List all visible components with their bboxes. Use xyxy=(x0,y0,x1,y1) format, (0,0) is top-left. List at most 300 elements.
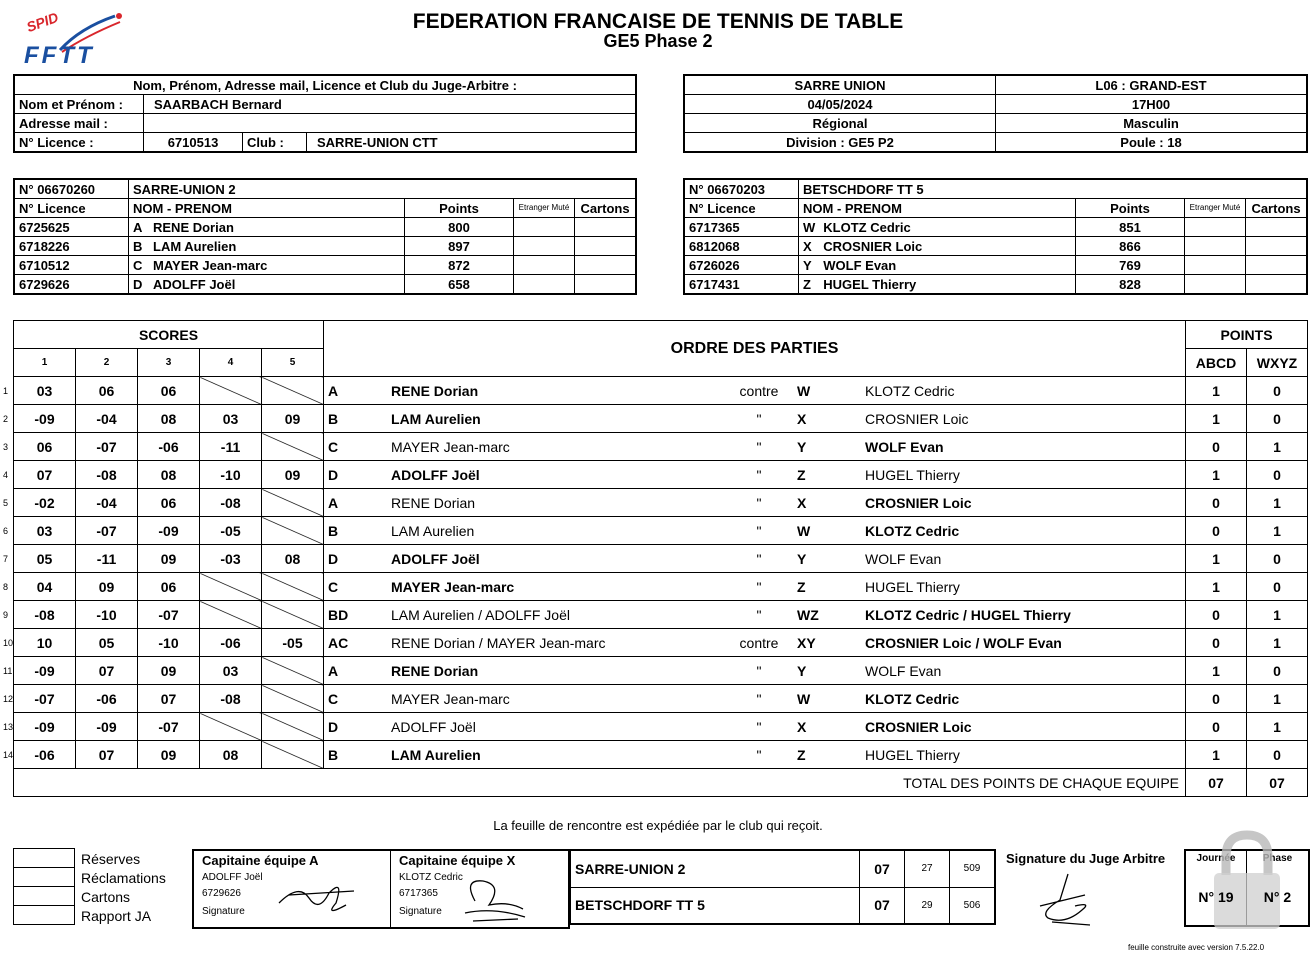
set-score: -07 xyxy=(14,685,76,713)
match-info-table xyxy=(683,74,1308,153)
letters-x: W xyxy=(793,517,861,545)
player-foreign xyxy=(1185,218,1246,237)
set-score: -02 xyxy=(14,489,76,517)
player-letter: D xyxy=(129,275,150,295)
result-x: 0 xyxy=(1247,461,1308,489)
referee-club-label: Club : xyxy=(243,133,307,153)
versus: " xyxy=(725,461,793,489)
scores-header: SCORES xyxy=(14,321,324,349)
set-score: 08 xyxy=(138,461,200,489)
player-a: ADOLFF Joël xyxy=(387,713,725,741)
captain-x-name: KLOTZ Cedric xyxy=(399,872,463,883)
player-foreign xyxy=(514,237,575,256)
result-a: 1 xyxy=(1186,461,1247,489)
result-team-a: SARRE-UNION 2 xyxy=(570,850,860,887)
logo-top-text: SPID xyxy=(24,8,61,36)
set-score xyxy=(262,517,324,545)
captain-a-signature-label: Signature xyxy=(202,906,245,917)
player-x: CROSNIER Loic xyxy=(861,405,1185,433)
result-balls-a: 509 xyxy=(950,850,996,887)
game-number: 4 xyxy=(3,469,9,480)
player-a: LAM Aurelien xyxy=(387,741,725,769)
roster-name-header: NOM - PRENOM xyxy=(799,199,1076,218)
letters-a: B xyxy=(324,741,388,769)
letters-a: C xyxy=(324,685,388,713)
letters-x: WZ xyxy=(793,601,861,629)
set-score: -07 xyxy=(76,517,138,545)
player-name: CROSNIER Loic xyxy=(819,237,1075,256)
match-venue: SARRE UNION xyxy=(684,75,996,95)
player-licence: 6718226 xyxy=(14,237,129,256)
referee-heading: Nom, Prénom, Adresse mail, Licence et Club du Juge-Arbitre : xyxy=(14,75,636,95)
letters-x: X xyxy=(793,405,861,433)
set-header: 3 xyxy=(138,349,200,377)
set-score: -10 xyxy=(200,461,262,489)
set-score: -10 xyxy=(76,601,138,629)
player-x: CROSNIER Loic xyxy=(861,489,1185,517)
set-score xyxy=(262,573,324,601)
roster-licence-header: N° Licence xyxy=(684,199,799,218)
game-number: 7 xyxy=(3,553,9,564)
game-row xyxy=(3,377,1308,405)
result-a: 0 xyxy=(1186,629,1247,657)
versus: " xyxy=(725,573,793,601)
set-score xyxy=(200,573,262,601)
player-name: KLOTZ Cedric xyxy=(819,218,1075,237)
set-score: -08 xyxy=(14,601,76,629)
result-team-x: BETSCHDORF TT 5 xyxy=(570,887,860,924)
game-row xyxy=(3,489,1308,517)
game-number: 13 xyxy=(3,721,14,732)
versus: " xyxy=(725,545,793,573)
versus: contre xyxy=(725,377,793,405)
versus: " xyxy=(725,713,793,741)
set-score xyxy=(262,741,324,769)
set-score: 05 xyxy=(14,545,76,573)
player-x: WOLF Evan xyxy=(861,545,1185,573)
set-header: 1 xyxy=(14,349,76,377)
player-name: HUGEL Thierry xyxy=(819,275,1075,295)
player-x: KLOTZ Cedric xyxy=(861,377,1185,405)
result-a: 0 xyxy=(1186,713,1247,741)
result-points-x: 07 xyxy=(860,887,905,924)
roster-foreign-header: Etranger Muté xyxy=(514,199,575,218)
letters-x: Z xyxy=(793,461,861,489)
roster-row xyxy=(684,218,1307,237)
referee-email xyxy=(144,114,637,133)
player-name: MAYER Jean-marc xyxy=(149,256,405,275)
player-a: MAYER Jean-marc xyxy=(387,685,725,713)
game-number: 8 xyxy=(3,581,9,592)
set-score: -04 xyxy=(76,405,138,433)
set-score: 09 xyxy=(262,405,324,433)
game-number: 6 xyxy=(3,525,9,536)
total-x: 07 xyxy=(1247,769,1308,797)
game-number: 12 xyxy=(3,693,14,704)
result-balls-x: 506 xyxy=(950,887,996,924)
letters-x: X xyxy=(793,713,861,741)
player-a: RENE Dorian xyxy=(387,657,725,685)
game-row xyxy=(3,685,1308,713)
set-score: 06 xyxy=(138,489,200,517)
team-x-name: BETSCHDORF TT 5 xyxy=(799,179,1308,199)
wxyz-header: WXYZ xyxy=(1247,349,1308,377)
player-points: 828 xyxy=(1076,275,1185,295)
letters-x: Y xyxy=(793,545,861,573)
set-score xyxy=(200,377,262,405)
player-a: ADOLFF Joël xyxy=(387,545,725,573)
roster-row xyxy=(684,275,1307,295)
set-score: 07 xyxy=(14,461,76,489)
game-row xyxy=(3,741,1308,769)
day-value: N° 19 xyxy=(1198,889,1234,905)
letters-x: Z xyxy=(793,573,861,601)
phase-label: Phase xyxy=(1262,853,1293,864)
set-score: 10 xyxy=(14,629,76,657)
set-score: -08 xyxy=(76,461,138,489)
player-points: 851 xyxy=(1076,218,1185,237)
set-score xyxy=(262,685,324,713)
player-letter: Z xyxy=(799,275,820,295)
match-time: 17H00 xyxy=(996,95,1308,114)
game-number: 5 xyxy=(3,497,9,508)
result-x: 1 xyxy=(1247,629,1308,657)
match-gender: Masculin xyxy=(996,114,1308,133)
captain-x-box xyxy=(391,850,570,928)
result-x: 1 xyxy=(1247,517,1308,545)
roster-row xyxy=(14,218,636,237)
result-x: 0 xyxy=(1247,405,1308,433)
check-label: Réserves xyxy=(81,850,141,867)
captain-a-label: Capitaine équipe A xyxy=(202,853,319,868)
roster-cards-header: Cartons xyxy=(1246,199,1308,218)
result-x: 0 xyxy=(1247,573,1308,601)
set-score xyxy=(262,377,324,405)
captains-table xyxy=(192,849,570,929)
referee-licence: 6710513 xyxy=(144,133,243,153)
set-score: 03 xyxy=(14,377,76,405)
letters-a: B xyxy=(324,517,388,545)
letters-a: D xyxy=(324,713,388,741)
player-cards xyxy=(575,256,637,275)
player-a: RENE Dorian / MAYER Jean-marc xyxy=(387,629,725,657)
game-number: 1 xyxy=(3,385,9,396)
set-score: -08 xyxy=(200,685,262,713)
letters-a: BD xyxy=(324,601,388,629)
referee-table xyxy=(13,74,637,153)
result-a: 0 xyxy=(1186,685,1247,713)
check-label: Réclamations xyxy=(81,869,166,886)
set-score: 03 xyxy=(200,657,262,685)
player-x: CROSNIER Loic / WOLF Evan xyxy=(861,629,1185,657)
set-score: 09 xyxy=(138,741,200,769)
set-score: -07 xyxy=(138,713,200,741)
set-score xyxy=(200,713,262,741)
set-score: -05 xyxy=(262,629,324,657)
day-phase-box xyxy=(1184,849,1310,927)
set-score: 04 xyxy=(14,573,76,601)
player-cards xyxy=(575,218,637,237)
player-letter: X xyxy=(799,237,820,256)
player-licence: 6726026 xyxy=(684,256,799,275)
roster-points-header: Points xyxy=(1076,199,1185,218)
player-foreign xyxy=(1185,237,1246,256)
versus: " xyxy=(725,433,793,461)
set-header: 4 xyxy=(200,349,262,377)
match-level: Régional xyxy=(684,114,996,133)
player-cards xyxy=(1246,275,1308,295)
player-cards xyxy=(1246,256,1308,275)
result-x: 1 xyxy=(1247,713,1308,741)
set-score xyxy=(262,657,324,685)
team-a-number: N° 06670260 xyxy=(14,179,129,199)
letters-a: D xyxy=(324,545,388,573)
set-score: 07 xyxy=(76,657,138,685)
checkbox[interactable] xyxy=(13,867,75,887)
result-x: 0 xyxy=(1247,741,1308,769)
roster-row xyxy=(14,256,636,275)
points-header: POINTS xyxy=(1186,321,1308,349)
lock-icon xyxy=(1204,829,1290,933)
player-x: HUGEL Thierry xyxy=(861,741,1185,769)
versus: " xyxy=(725,601,793,629)
abcd-header: ABCD xyxy=(1186,349,1247,377)
set-score: 07 xyxy=(76,741,138,769)
order-header: ORDRE DES PARTIES xyxy=(324,321,1186,377)
version-note: feuille construite avec version 7.5.22.0 xyxy=(1128,943,1265,952)
referee-licence-label: N° Licence : xyxy=(14,133,144,153)
set-score: -11 xyxy=(76,545,138,573)
game-row xyxy=(3,517,1308,545)
set-score: -10 xyxy=(138,629,200,657)
referee-signature xyxy=(1030,870,1100,930)
set-score: 03 xyxy=(200,405,262,433)
match-pool: Poule : 18 xyxy=(996,133,1308,153)
player-letter: A xyxy=(129,218,150,237)
roster-licence-header: N° Licence xyxy=(14,199,129,218)
set-score xyxy=(262,433,324,461)
letters-x: W xyxy=(793,685,861,713)
letters-a: A xyxy=(324,377,388,405)
referee-signature-label: Signature du Juge Arbitre xyxy=(1006,851,1166,866)
referee-email-label: Adresse mail : xyxy=(14,114,144,133)
game-row xyxy=(3,573,1308,601)
player-name: RENE Dorian xyxy=(149,218,405,237)
set-score: -09 xyxy=(14,713,76,741)
check-row xyxy=(13,887,183,906)
checkbox-list xyxy=(13,849,183,925)
referee-club: SARRE-UNION CTT xyxy=(307,133,637,153)
player-a: ADOLFF Joël xyxy=(387,461,725,489)
result-sets-a: 27 xyxy=(905,850,950,887)
set-score: 07 xyxy=(138,685,200,713)
player-x: KLOTZ Cedric xyxy=(861,517,1185,545)
total-a: 07 xyxy=(1186,769,1247,797)
player-licence: 6717431 xyxy=(684,275,799,295)
game-row xyxy=(3,657,1308,685)
game-row xyxy=(3,461,1308,489)
game-number: 14 xyxy=(3,749,14,760)
captain-a-licence: 6729626 xyxy=(202,888,241,899)
game-row xyxy=(3,713,1308,741)
player-a: LAM Aurelien xyxy=(387,405,725,433)
result-table xyxy=(569,849,996,925)
set-score xyxy=(262,713,324,741)
set-score: -11 xyxy=(200,433,262,461)
set-score: 06 xyxy=(76,377,138,405)
player-x: CROSNIER Loic xyxy=(861,713,1185,741)
set-score xyxy=(262,489,324,517)
set-score: 09 xyxy=(138,545,200,573)
letters-a: A xyxy=(324,489,388,517)
set-score: 08 xyxy=(200,741,262,769)
player-x: HUGEL Thierry xyxy=(861,461,1185,489)
player-cards xyxy=(1246,237,1308,256)
game-row xyxy=(3,601,1308,629)
player-cards xyxy=(575,237,637,256)
set-score: 06 xyxy=(138,573,200,601)
player-letter: B xyxy=(129,237,150,256)
result-a: 1 xyxy=(1186,377,1247,405)
checkbox[interactable] xyxy=(13,886,75,906)
set-score: -06 xyxy=(200,629,262,657)
player-letter: Y xyxy=(799,256,820,275)
checkbox[interactable] xyxy=(13,905,75,925)
roster-foreign-header: Etranger Muté xyxy=(1185,199,1246,218)
player-x: WOLF Evan xyxy=(861,657,1185,685)
match-division: Division : GE5 P2 xyxy=(684,133,996,153)
set-score: 08 xyxy=(262,545,324,573)
set-score: -06 xyxy=(76,685,138,713)
set-header: 2 xyxy=(76,349,138,377)
player-name: LAM Aurelien xyxy=(149,237,405,256)
letters-x: W xyxy=(793,377,861,405)
player-licence: 6710512 xyxy=(14,256,129,275)
page-subtitle: GE5 Phase 2 xyxy=(603,31,713,51)
player-licence: 6729626 xyxy=(14,275,129,295)
checkbox[interactable] xyxy=(13,848,75,868)
set-score: 05 xyxy=(76,629,138,657)
player-letter: C xyxy=(129,256,150,275)
player-foreign xyxy=(514,256,575,275)
set-score: -04 xyxy=(76,489,138,517)
roster-row xyxy=(14,275,636,295)
player-foreign xyxy=(514,218,575,237)
set-score: -03 xyxy=(200,545,262,573)
result-x: 1 xyxy=(1247,433,1308,461)
referee-name: SAARBACH Bernard xyxy=(144,95,637,114)
game-number: 10 xyxy=(3,637,14,648)
game-row xyxy=(3,545,1308,573)
set-score: -08 xyxy=(200,489,262,517)
letters-a: B xyxy=(324,405,388,433)
page-title: FEDERATION FRANCAISE DE TENNIS DE TABLE xyxy=(412,10,904,33)
player-name: ADOLFF Joël xyxy=(149,275,405,295)
game-number: 9 xyxy=(3,609,9,620)
letters-x: X xyxy=(793,489,861,517)
letters-a: C xyxy=(324,573,388,601)
set-score: -07 xyxy=(76,433,138,461)
set-score: -05 xyxy=(200,517,262,545)
captain-a-signature xyxy=(274,873,364,918)
game-number: 3 xyxy=(3,441,9,452)
result-a: 1 xyxy=(1186,657,1247,685)
phase-value: N° 2 xyxy=(1263,889,1292,905)
team-a-roster xyxy=(13,178,637,295)
set-score: 06 xyxy=(14,433,76,461)
player-a: LAM Aurelien / ADOLFF Joël xyxy=(387,601,725,629)
letters-a: A xyxy=(324,657,388,685)
player-foreign xyxy=(1185,256,1246,275)
set-score: -07 xyxy=(138,601,200,629)
set-score xyxy=(262,601,324,629)
player-points: 897 xyxy=(405,237,514,256)
versus: " xyxy=(725,405,793,433)
result-a: 0 xyxy=(1186,489,1247,517)
versus: " xyxy=(725,741,793,769)
captain-x-licence: 6717365 xyxy=(399,888,438,899)
letters-a: C xyxy=(324,433,388,461)
versus: " xyxy=(725,489,793,517)
set-score: -06 xyxy=(138,433,200,461)
result-x: 0 xyxy=(1247,657,1308,685)
roster-points-header: Points xyxy=(405,199,514,218)
player-foreign xyxy=(514,275,575,295)
footer-note: La feuille de rencontre est expédiée par le club qui reçoit. xyxy=(493,818,823,833)
player-a: MAYER Jean-marc xyxy=(387,573,725,601)
letters-a: AC xyxy=(324,629,388,657)
game-row xyxy=(3,629,1308,657)
player-cards xyxy=(575,275,637,295)
player-x: HUGEL Thierry xyxy=(861,573,1185,601)
set-score: 09 xyxy=(76,573,138,601)
result-a: 1 xyxy=(1186,573,1247,601)
check-label: Cartons xyxy=(81,888,131,905)
result-points-a: 07 xyxy=(860,850,905,887)
set-score: -06 xyxy=(14,741,76,769)
player-licence: 6725625 xyxy=(14,218,129,237)
roster-row xyxy=(684,237,1307,256)
match-grid xyxy=(3,320,1308,797)
roster-row xyxy=(684,256,1307,275)
logo-bottom-text: FFTT xyxy=(24,42,95,69)
captain-x-label: Capitaine équipe X xyxy=(399,853,516,868)
check-row xyxy=(13,906,183,925)
set-score xyxy=(200,601,262,629)
total-label: TOTAL DES POINTS DE CHAQUE EQUIPE xyxy=(14,769,1186,797)
result-a: 1 xyxy=(1186,741,1247,769)
match-date: 04/05/2024 xyxy=(684,95,996,114)
player-letter: W xyxy=(799,218,820,237)
letters-x: XY xyxy=(793,629,861,657)
set-score: -09 xyxy=(138,517,200,545)
versus: " xyxy=(725,657,793,685)
player-x: WOLF Evan xyxy=(861,433,1185,461)
set-score: 09 xyxy=(262,461,324,489)
team-x-number: N° 06670203 xyxy=(684,179,799,199)
result-x: 1 xyxy=(1247,489,1308,517)
player-licence: 6812068 xyxy=(684,237,799,256)
result-a: 0 xyxy=(1186,433,1247,461)
roster-cards-header: Cartons xyxy=(575,199,637,218)
player-a: MAYER Jean-marc xyxy=(387,433,725,461)
player-name: WOLF Evan xyxy=(819,256,1075,275)
result-x: 0 xyxy=(1247,545,1308,573)
day-label: Journée xyxy=(1196,853,1236,864)
player-a: RENE Dorian xyxy=(387,489,725,517)
player-licence: 6717365 xyxy=(684,218,799,237)
set-score: 09 xyxy=(138,657,200,685)
